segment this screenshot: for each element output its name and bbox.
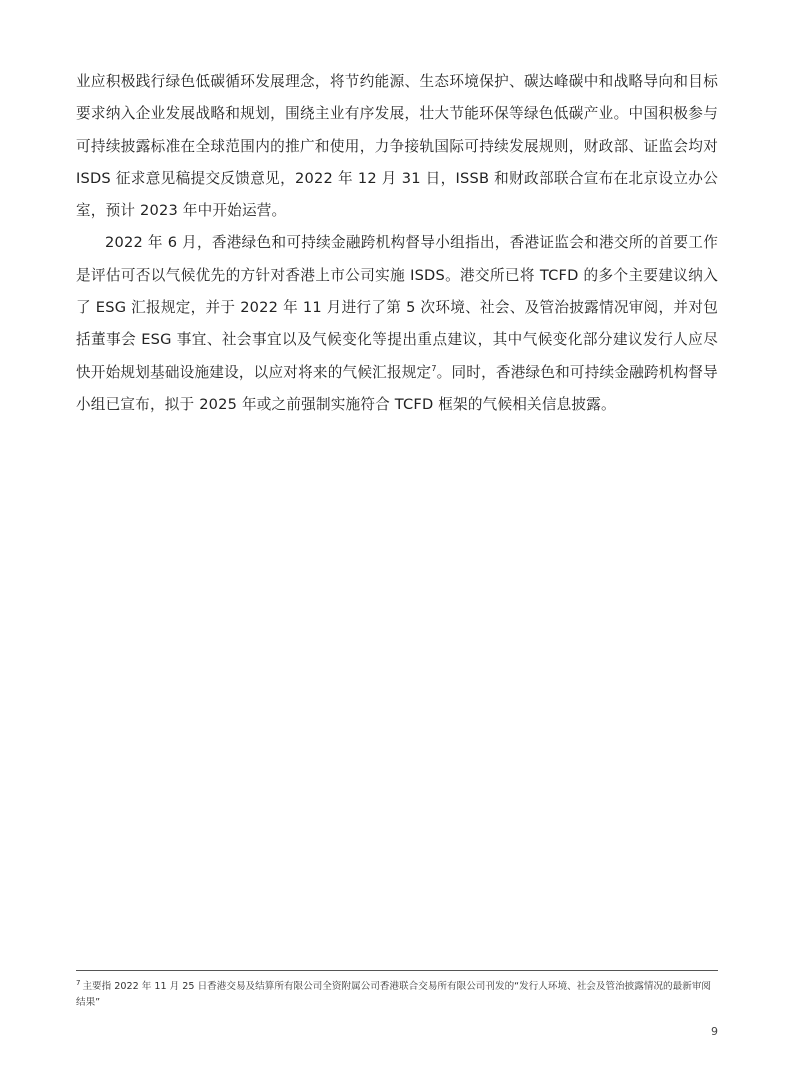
paragraph-2-text-before-ref: 2022 年 6 月，香港绿色和可持续金融跨机构督导小组指出，香港证监会和港交所的首要工作是评估可否以气候优先的方针对香港上市公司实施 ISDS。港交所已将 TCFD 的多个主要建议纳入了 ESG 汇报规定，并于 2022 年 11 月进行了第 5 次环境、社会、及管治披露情况审阅，并对包括董事会 ESG 事宜、社会事宜以及气候变化等提出重点建议，其中气候变化部分建议发行人应尽快开始规划基础设施建设，以应对将来的气候汇报规定 — [76, 234, 718, 381]
page-number: 9 — [711, 1025, 718, 1038]
footnote-text: 主要指 2022 年 11 月 25 日香港交易及结算所有限公司全资附属公司香港联合交易所有限公司刊发的“发行人环境、社会及管治披露情况的最新审阅结果” — [76, 981, 712, 1008]
paragraph-2 — [76, 227, 718, 421]
footnote-reference[interactable]: 7 — [431, 363, 437, 373]
footnote-divider — [76, 970, 718, 971]
paragraph-1: 业应积极践行绿色低碳循环发展理念，将节约能源、生态环境保护、碳达峰碳中和战略导向和目标要求纳入企业发展战略和规划，围绕主业有序发展，壮大节能环保等绿色低碳产业。中国积极参与可持续披露标准在全球范围内的推广和使用，力争接轨国际可持续发展规则，财政部、证监会均对 ISDS 征求意见稿提交反馈意见，2022 年 12 月 31 日，ISSB 和财政部联合宣布在北京设立办公室，预计 2023 年中开始运营。 — [76, 73, 718, 220]
body-text — [76, 66, 718, 421]
footnote-mark: 7 — [76, 978, 81, 987]
paragraph-2-text-after-ref: 。同时，香港绿色和可持续金融跨机构督导小组已宣布，拟于 2025 年或之前强制实施符合 TCFD 框架的气候相关信息披露。 — [76, 363, 718, 413]
footnote — [76, 979, 718, 1011]
